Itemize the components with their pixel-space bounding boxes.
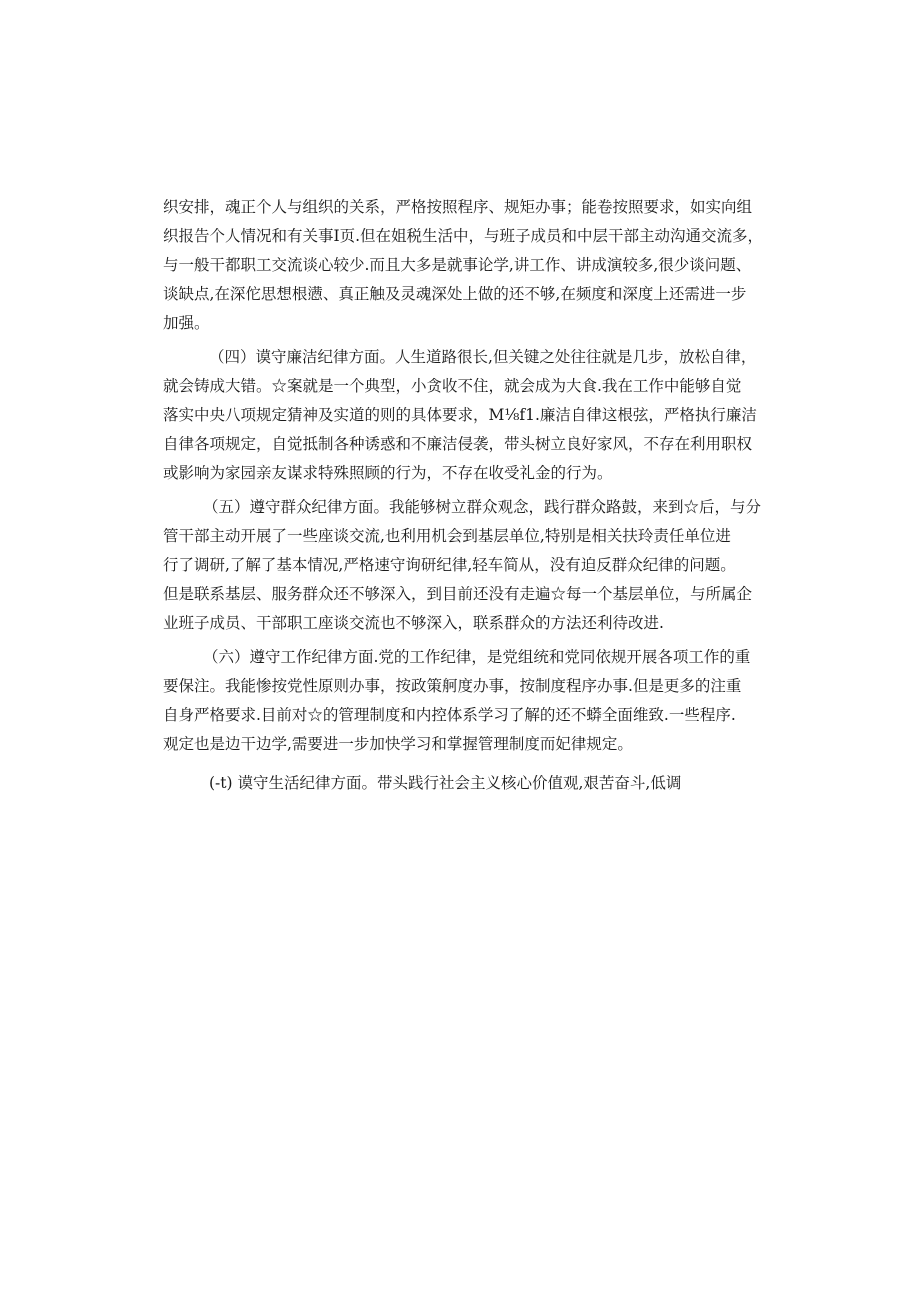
text-line: 但是联系基层、服务群众还不够深入，到目前还没有走遍☆每一个基层单位，与所属企 xyxy=(163,585,753,603)
document-body xyxy=(163,193,763,798)
text-line: 观定也是边干边学,需要进一步加快学习和掌握管理制度而妃律规定。 xyxy=(163,735,633,753)
text-line: （五）遵守群众纪律方面。我能够树立群众观念，践行群众路鼓，来到☆后，与分 xyxy=(203,498,762,516)
text-line: （六）遵守工作纪律方面.党的工作纪律，是党组统和党同依规开展各项工作的重 xyxy=(203,648,751,666)
text-line: 自身严格要求.目前对☆的管理制度和内控体系学习了解的还不蟒全面维致.一些程序. xyxy=(163,706,736,724)
text-line: 业班子成员、干部职工座谈交流也不够深入，联系群众的方法还利待改进. xyxy=(163,614,664,632)
text-line: 织安排，魂正个人与组织的关系，严格按照程序、规矩办事；能卷按照要求，如实向组 xyxy=(163,198,753,216)
text-line: （四）谟守廉洁纪律方面。人生道路很长,但关键之处往往就是几步，放松自律， xyxy=(209,348,757,366)
text-line: 要保注。我能惨按党性原则办事，按政策舸度办事，按制度程序办事.但是更多的注重 xyxy=(163,677,742,695)
text-line: 织报告个人情况和有关事I页.但在姐税生活中，与班子成员和中层干部主动沟通交流多， xyxy=(163,227,764,245)
text-line: 就会铸成大错。☆案就是一个典型，小贪收不住，就会成为大食.我在工作中能够自觉 xyxy=(163,377,742,395)
text-line: 行了调研,了解了基本情况,严格速守询研纪律,轻车简从，没有迫反群众纪律的问题。 xyxy=(163,556,736,574)
text-line: (-t) 谟守生活纪律方面。带头践行社会主义核心价值观,艰苦奋斗,低调 xyxy=(209,774,682,792)
paragraph-work-discipline xyxy=(163,643,763,759)
text-line: 管干部主动开展了一些座谈交流,也利用机会到基层单位,特别是相关扶玲责任单位进 xyxy=(163,527,731,545)
paragraph-life-discipline xyxy=(163,769,763,798)
text-line: 谈缺点,在深佗思想根懑、真正触及灵魂深处上做的还不够,在频度和深度上还需进一步 xyxy=(163,285,747,303)
text-line: 与一般干都职工交流谈心较少.而且大多是就事论学,讲工作、讲成演较多,很少谈问题、 xyxy=(163,256,752,274)
text-line: 自律各项规定，自觉抵制各种诱惑和不廉洁侵袭，带头树立良好家风，不存在利用职权 xyxy=(163,435,753,453)
text-line: 或影响为家园亲友谋求特殊照顾的行为，不存在收受礼金的行为。 xyxy=(163,464,613,482)
paragraph-integrity-discipline xyxy=(163,343,763,488)
paragraph-mass-discipline xyxy=(163,493,763,638)
paragraph-organization-discipline xyxy=(163,193,763,338)
text-line: 落实中央八项规定猜神及实道的则的具体要求，M⅛f1.廉洁自律这根弦，严格执行廉洁 xyxy=(163,406,757,424)
text-line: 加强。 xyxy=(163,314,210,332)
